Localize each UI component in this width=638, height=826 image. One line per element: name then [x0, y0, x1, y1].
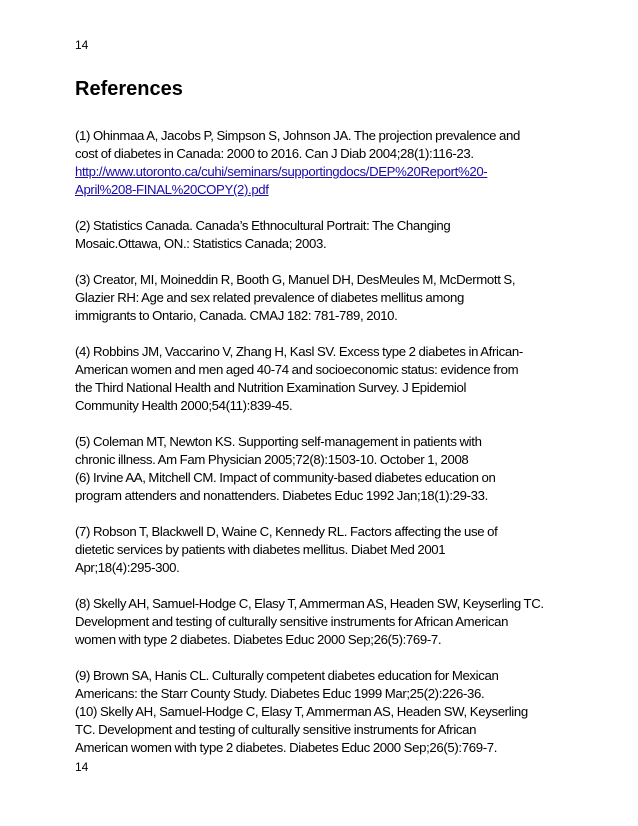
- reference-1: [75, 127, 575, 199]
- reference-line: (5) Coleman MT, Newton KS. Supporting self-management in patients with: [75, 434, 482, 449]
- reference-line: Glazier RH: Age and sex related prevalence of diabetes mellitus among: [75, 290, 464, 305]
- reference-link[interactable]: April%208-FINAL%20COPY(2).pdf: [75, 182, 269, 197]
- reference-line: TC. Development and testing of culturally sensitive instruments for African: [75, 722, 477, 737]
- page-title: References: [75, 78, 183, 100]
- reference-list: [75, 127, 575, 757]
- reference-line: American women and men aged 40-74 and socioeconomic status: evidence from: [75, 362, 519, 377]
- reference-line: (1) Ohinmaa A, Jacobs P, Simpson S, Johnson JA. The projection prevalence and: [75, 128, 520, 143]
- reference-3: [75, 271, 575, 325]
- page-number-bottom: 14: [75, 760, 89, 774]
- reference-4: [75, 343, 575, 415]
- page-number-top: 14: [75, 38, 89, 52]
- reference-line: immigrants to Ontario, Canada. CMAJ 182: 781-789, 2010.: [75, 308, 398, 323]
- reference-line: Apr;18(4):295-300.: [75, 560, 180, 575]
- reference-line: (10) Skelly AH, Samuel-Hodge C, Elasy T, Ammerman AS, Headen SW, Keyserling: [75, 704, 528, 719]
- reference-line: the Third National Health and Nutrition Examination Survey. J Epidemiol: [75, 380, 467, 395]
- reference-2: [75, 217, 575, 253]
- reference-line: program attenders and nonattenders. Diabetes Educ 1992 Jan;18(1):29-33.: [75, 488, 488, 503]
- reference-line: (4) Robbins JM, Vaccarino V, Zhang H, Kasl SV. Excess type 2 diabetes in African-: [75, 344, 523, 359]
- reference-line: Mosaic.Ottawa, ON.: Statistics Canada; 2003.: [75, 236, 327, 251]
- reference-line: (2) Statistics Canada. Canada’s Ethnocultural Portrait: The Changing: [75, 218, 451, 233]
- reference-7: [75, 523, 575, 577]
- reference-line: women with type 2 diabetes. Diabetes Educ 2000 Sep;26(5):769-7.: [75, 632, 442, 647]
- reference-9: [75, 667, 575, 703]
- reference-link[interactable]: http://www.utoronto.ca/cuhi/seminars/supportingdocs/DEP%20Report%20-: [75, 164, 488, 179]
- reference-line: dietetic services by patients with diabetes mellitus. Diabet Med 2001: [75, 542, 446, 557]
- reference-line: (7) Robson T, Blackwell D, Waine C, Kennedy RL. Factors affecting the use of: [75, 524, 498, 539]
- reference-line: (8) Skelly AH, Samuel-Hodge C, Elasy T, Ammerman AS, Headen SW, Keyserling TC.: [75, 596, 544, 611]
- reference-line: American women with type 2 diabetes. Diabetes Educ 2000 Sep;26(5):769-7.: [75, 740, 498, 755]
- reference-line: (6) Irvine AA, Mitchell CM. Impact of community-based diabetes education on: [75, 470, 496, 485]
- reference-line: (3) Creator, MI, Moineddin R, Booth G, Manuel DH, DesMeules M, McDermott S,: [75, 272, 516, 287]
- reference-line: Development and testing of culturally sensitive instruments for African American: [75, 614, 509, 629]
- reference-line: Community Health 2000;54(11):839-45.: [75, 398, 293, 413]
- reference-10: [75, 703, 575, 757]
- reference-5: [75, 433, 575, 469]
- reference-line: Americans: the Starr County Study. Diabetes Educ 1999 Mar;25(2):226-36.: [75, 686, 485, 701]
- reference-line: chronic illness. Am Fam Physician 2005;72(8):1503-10. October 1, 2008: [75, 452, 469, 467]
- reference-line: cost of diabetes in Canada: 2000 to 2016. Can J Diab 2004;28(1):116-23.: [75, 146, 474, 161]
- reference-6: [75, 469, 575, 505]
- reference-8: [75, 595, 575, 649]
- reference-line: (9) Brown SA, Hanis CL. Culturally competent diabetes education for Mexican: [75, 668, 499, 683]
